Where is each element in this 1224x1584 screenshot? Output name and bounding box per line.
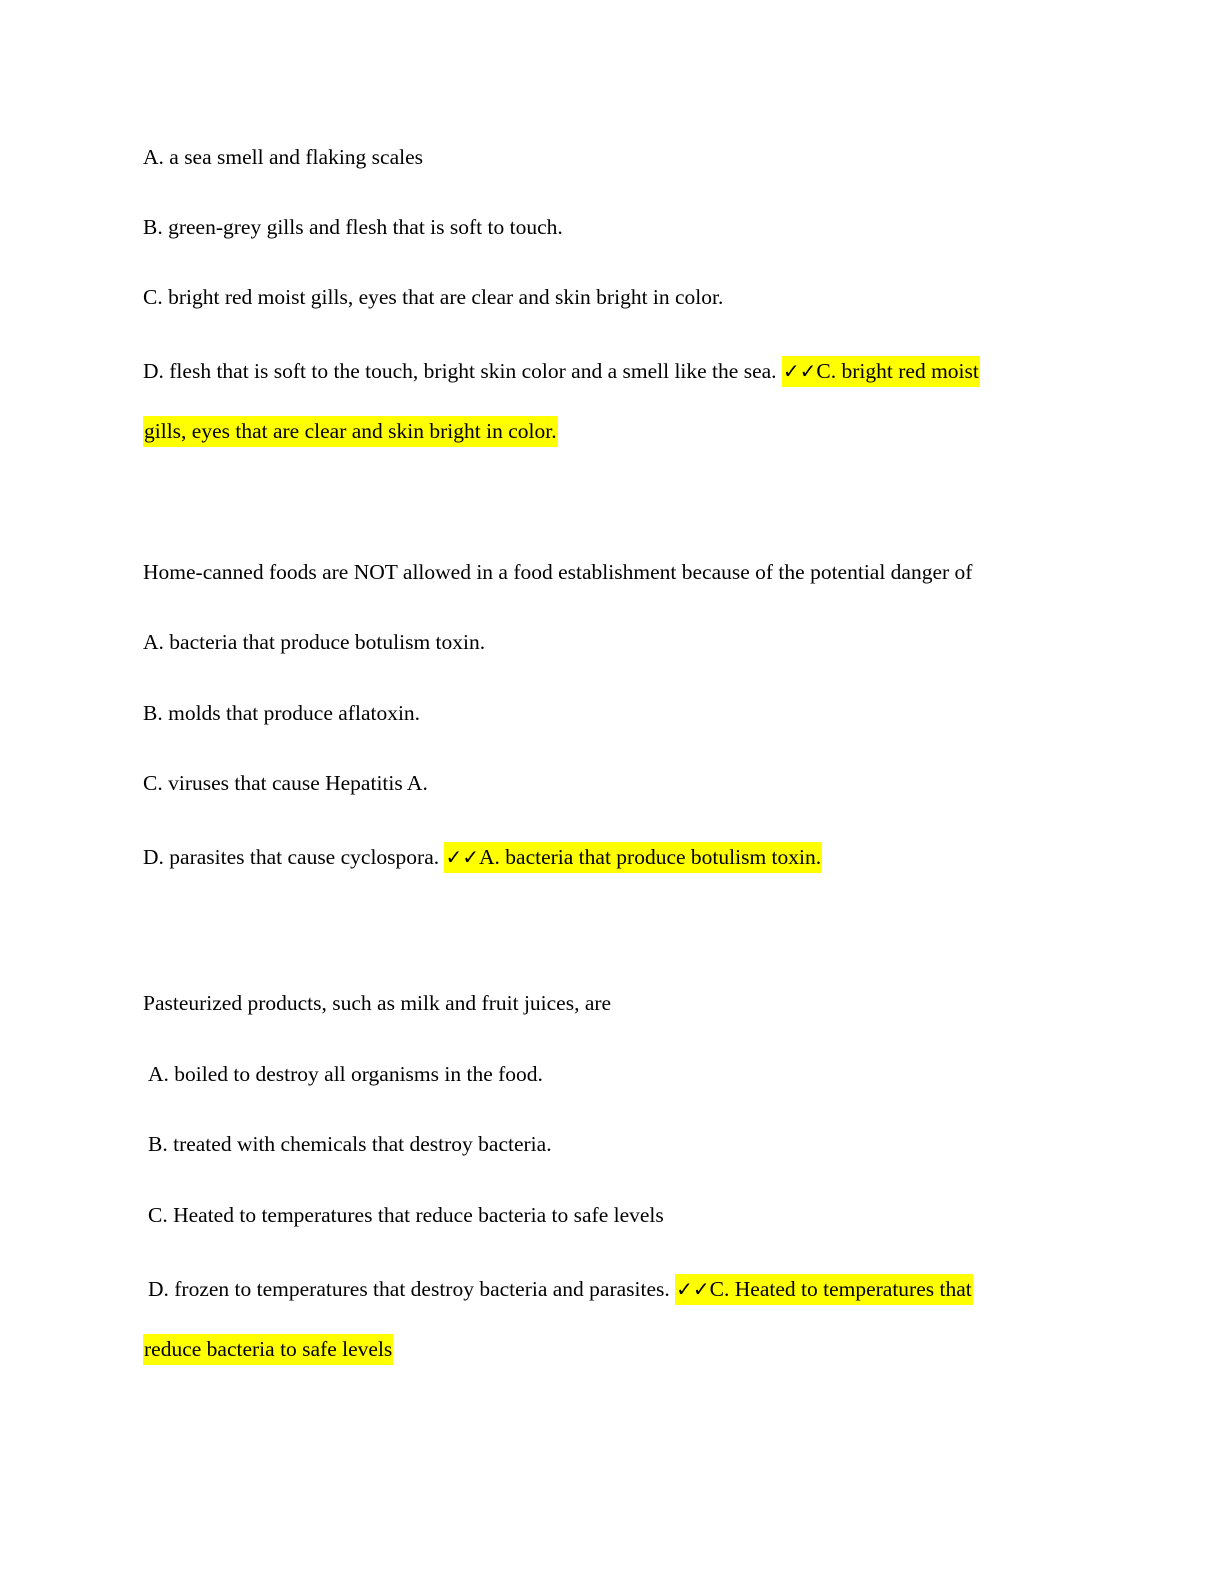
q1-option-c: C. bright red moist gills, eyes that are clear and skin bright in color.: [143, 285, 724, 309]
q1-answer-highlight: [782, 356, 980, 387]
check-mark-icon: ✓✓: [782, 359, 817, 383]
q3-option-d: D. frozen to temperatures that destroy bacteria and parasites.: [148, 1277, 670, 1301]
q3-option-d-line: [148, 1275, 973, 1303]
q1-option-d-line: [143, 357, 980, 385]
q2-option-c: C. viruses that cause Hepatitis A.: [143, 771, 428, 795]
q3-answer-part2: reduce bacteria to safe levels: [143, 1334, 393, 1365]
q3-answer-highlight: [675, 1274, 973, 1305]
q3-prompt: Pasteurized products, such as milk and fruit juices, are: [143, 991, 612, 1015]
q2-option-b: B. molds that produce aflatoxin.: [143, 701, 421, 725]
q1-option-d: D. flesh that is soft to the touch, bright skin color and a smell like the sea.: [143, 359, 777, 383]
q1-answer-part2: gills, eyes that are clear and skin bright in color.: [143, 416, 558, 447]
q1-option-b: B. green-grey gills and flesh that is soft to touch.: [143, 215, 563, 239]
q2-option-d-line: [143, 843, 822, 871]
q1-answer-part1: C. bright red moist: [816, 359, 979, 383]
q1-answer-line2: [143, 417, 558, 445]
q2-option-d: D. parasites that cause cyclospora.: [143, 845, 440, 869]
check-mark-icon: ✓✓: [676, 1277, 710, 1301]
q2-option-a: A. bacteria that produce botulism toxin.: [143, 630, 486, 654]
q2-answer-part1: A. bacteria that produce botulism toxin.: [479, 845, 822, 869]
q3-option-a: A. boiled to destroy all organisms in the food.: [148, 1062, 543, 1086]
q3-answer-line2: [143, 1335, 393, 1363]
check-mark-icon: ✓✓: [445, 845, 479, 869]
q1-option-a: A. a sea smell and flaking scales: [143, 145, 424, 169]
q2-answer-highlight: [444, 842, 822, 873]
q3-option-c: C. Heated to temperatures that reduce bacteria to safe levels: [148, 1203, 664, 1227]
q2-prompt: Home-canned foods are NOT allowed in a food establishment because of the potential danger of: [143, 560, 973, 584]
q3-option-b: B. treated with chemicals that destroy bacteria.: [148, 1132, 552, 1156]
q3-answer-part1: C. Heated to temperatures that: [709, 1277, 972, 1301]
